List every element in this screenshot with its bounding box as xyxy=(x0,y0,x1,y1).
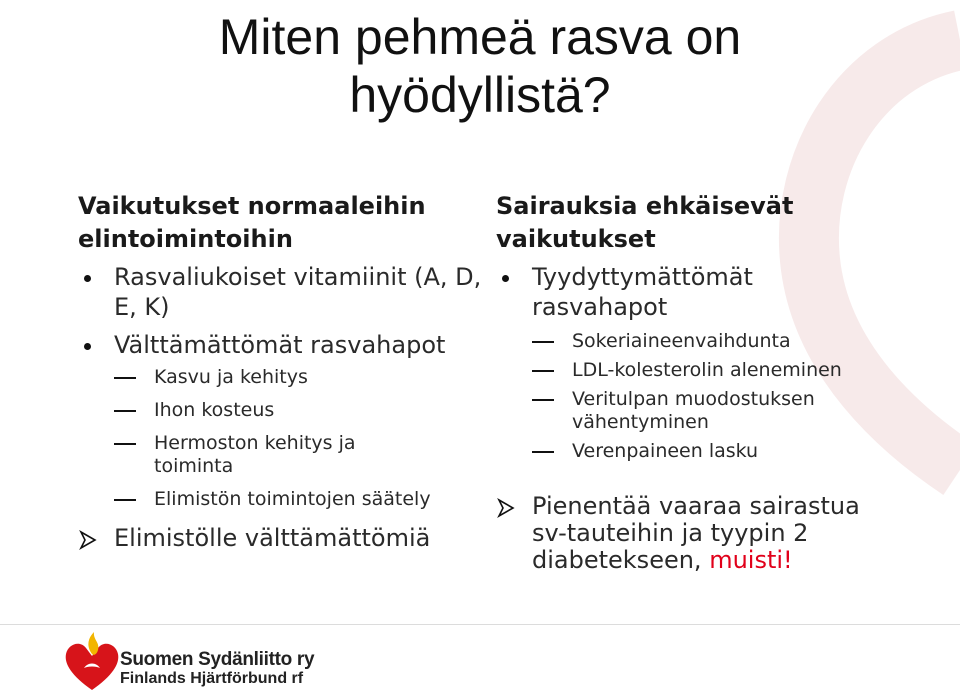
bullet-dot-icon xyxy=(502,275,509,282)
right-subitem xyxy=(496,388,842,434)
bullet-dot-icon xyxy=(84,275,91,282)
left-bullet-text: Välttämättömät rasvahapot xyxy=(114,331,446,359)
left-bullet-item xyxy=(78,262,488,322)
right-bullet-text: Tyydyttymättömät rasvahapot xyxy=(532,263,753,321)
slide-title: Miten pehmeä rasva on hyödyllistä? xyxy=(218,9,742,123)
right-subitem xyxy=(496,440,866,463)
bullet-dot-icon xyxy=(84,343,91,350)
left-subitem-list xyxy=(78,366,488,511)
left-arrow-item xyxy=(78,525,488,552)
left-subitem xyxy=(78,366,488,389)
dash-bullet-icon xyxy=(114,410,136,412)
dash-bullet-icon xyxy=(114,499,136,501)
dash-bullet-icon xyxy=(114,377,136,379)
left-subitem xyxy=(78,399,488,422)
left-heading: Vaikutukset normaaleihin elintoimintoihin xyxy=(78,192,426,253)
right-subitem-list xyxy=(496,330,866,463)
org-name-swedish: Finlands Hjärtförbund rf xyxy=(120,670,304,687)
right-arrow-text: Pienentää vaaraa sairastua sv-tauteihin ja tyypin 2 diabetekseen, xyxy=(532,492,860,574)
footer-divider xyxy=(0,624,960,625)
left-column xyxy=(78,190,488,552)
arrow-bullet-icon xyxy=(78,530,98,550)
right-subitem-text: Veritulpan muodostuksen vähentyminen xyxy=(572,388,815,433)
right-subitem xyxy=(496,359,866,382)
right-subitem-text: LDL-kolesterolin aleneminen xyxy=(572,359,842,381)
left-subitem xyxy=(78,432,394,478)
left-bullet-item xyxy=(78,330,488,511)
dash-bullet-icon xyxy=(532,399,554,401)
heart-flame-logo-icon xyxy=(62,628,122,694)
right-arrow-item xyxy=(496,493,892,574)
left-subitem-text: Hermoston kehitys ja toiminta xyxy=(154,432,356,477)
left-subitem-text: Kasvu ja kehitys xyxy=(154,366,308,388)
dash-bullet-icon xyxy=(532,341,554,343)
right-heading: Sairauksia ehkäisevät vaikutukset xyxy=(496,192,794,253)
organization-name xyxy=(120,650,314,687)
left-subitem-text: Elimistön toimintojen säätely xyxy=(154,488,431,510)
left-arrow-text: Elimistölle välttämättömiä xyxy=(114,524,431,552)
left-bullet-list xyxy=(78,262,488,511)
right-subitem xyxy=(496,330,866,353)
arrow-bullet-icon xyxy=(496,498,516,518)
left-subitem-text: Ihon kosteus xyxy=(154,399,275,421)
right-bullet-item xyxy=(496,262,862,463)
dash-bullet-icon xyxy=(532,370,554,372)
right-subitem-text: Sokeriaineenvaihdunta xyxy=(572,330,791,352)
left-subitem xyxy=(78,488,488,511)
dash-bullet-icon xyxy=(532,451,554,453)
right-column xyxy=(496,190,956,574)
right-bullet-list xyxy=(496,262,956,463)
dash-bullet-icon xyxy=(114,443,136,445)
org-name-finnish: Suomen Sydänliitto ry xyxy=(120,649,315,670)
right-arrow-accent: muisti! xyxy=(709,546,793,574)
left-bullet-text: Rasvaliukoiset vitamiinit (A, D, E, K) xyxy=(114,263,482,321)
right-subitem-text: Verenpaineen lasku xyxy=(572,440,759,462)
